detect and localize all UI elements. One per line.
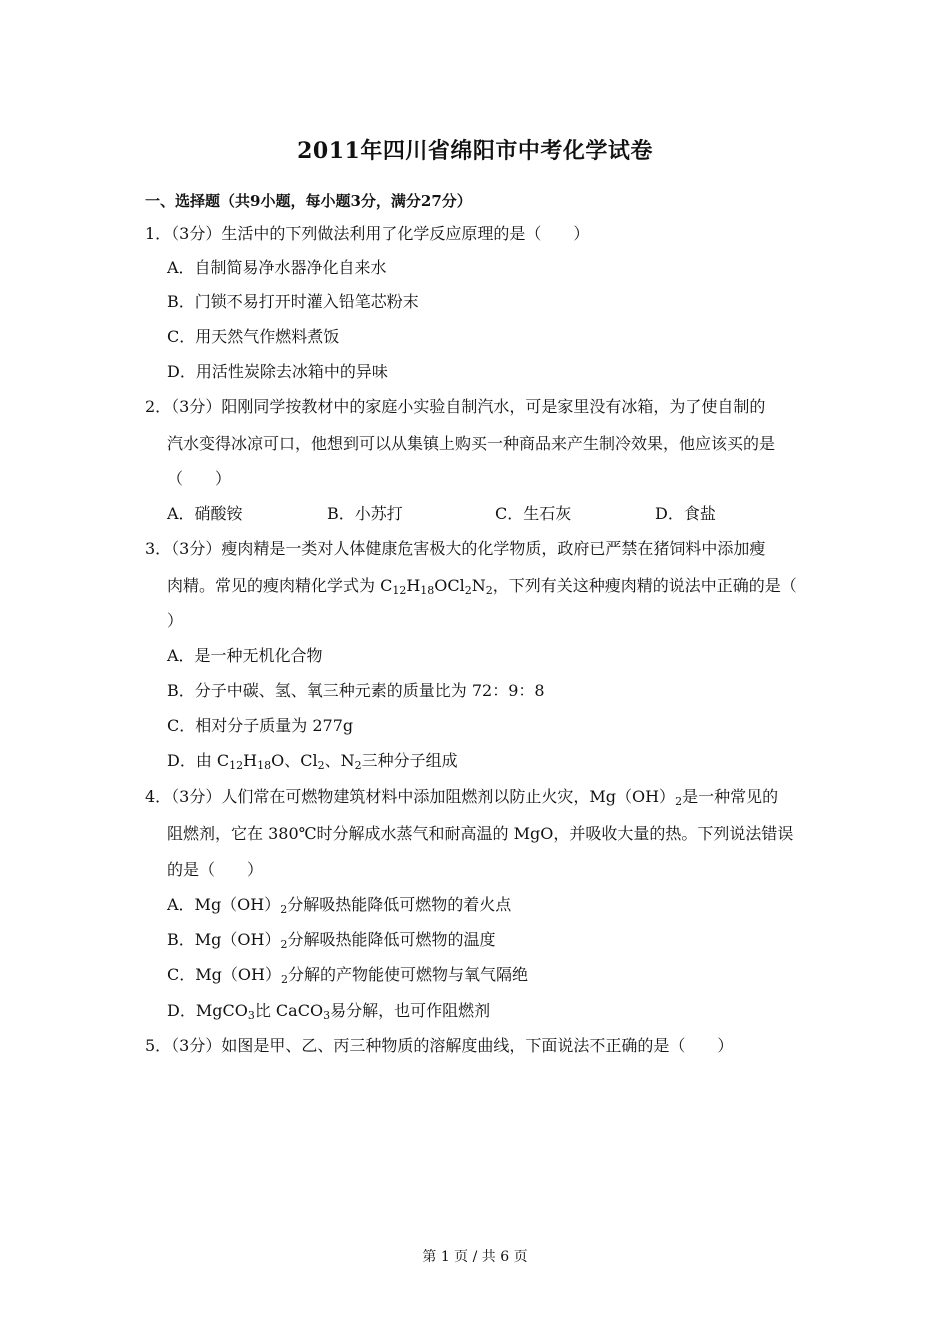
question-5-stem: 5．（3分）如图是甲、乙、丙三种物质的溶解度曲线，下面说法不正确的是（ ） <box>145 1036 734 1055</box>
question-3-stem-line3: ） <box>167 611 184 630</box>
question-2-stem-line3: （ ） <box>167 469 232 488</box>
question-4-stem-line3: 的是（ ） <box>167 860 264 879</box>
page-footer: 第 1 页 / 共 6 页 <box>422 1249 528 1265</box>
question-4-stem-line2: 阻燃剂，它在 380℃时分解成水蒸气和耐高温的 MgO，并吸收大量的热。下列说法错误 <box>167 824 794 843</box>
question-4-option-a: A．$Mg(OH)_2$分解吸热能降低可燃物的着火点 <box>167 895 512 916</box>
section-heading: 一、选择题（共9小题，每小题3分，满分27分） <box>145 192 472 210</box>
question-1-option-d: D．用活性炭除去冰箱中的异味 <box>167 362 388 381</box>
question-2-option-b: B．小苏打 <box>327 504 403 523</box>
question-3-option-d: D．由 $C_{12}H_{18}O$、$Cl_2$、$N_2$三种分子组成 <box>167 751 458 772</box>
question-3-stem-line2: 肉精。常见的瘦肉精化学式为 $C_{12}H_{18}OCl_2N_2$，下列有关这种瘦肉精的说法中正确的是（ <box>167 576 797 597</box>
question-4-stem-line1: 4．（3分）人们常在可燃物建筑材料中添加阻燃剂以防止火灾，$Mg(OH)_2$是一种常见的 <box>145 787 779 808</box>
question-3-option-b: B．分子中碳、氢、氧三种元素的质量比为 72：9：8 <box>167 681 545 700</box>
question-2-option-a: A．硝酸铵 <box>167 504 243 523</box>
question-4-option-c: C．$Mg(OH)_2$分解的产物能使可燃物与氧气隔绝 <box>167 965 528 986</box>
question-3-option-c: C．相对分子质量为 277g <box>167 716 354 735</box>
page-title: 2011年四川省绵阳市中考化学试卷 <box>297 138 653 164</box>
question-2-option-d: D．食盐 <box>655 504 716 523</box>
question-1-stem: 1．（3分）生活中的下列做法利用了化学反应原理的是（ ） <box>145 224 590 243</box>
question-1-option-b: B．门锁不易打开时灌入铅笔芯粉末 <box>167 292 419 311</box>
question-4-option-d: D．MgCO$_3$比 CaCO$_3$易分解，也可作阻燃剂 <box>167 1001 491 1022</box>
question-3-stem-line1: 3．（3分）瘦肉精是一类对人体健康危害极大的化学物质，政府已严禁在猪饲料中添加瘦 <box>145 539 766 558</box>
question-2-stem-line2: 汽水变得冰凉可口，他想到可以从集镇上购买一种商品来产生制冷效果，他应该买的是 <box>167 434 776 453</box>
question-3-option-a: A．是一种无机化合物 <box>167 646 323 665</box>
question-2-option-c: C．生石灰 <box>495 504 572 523</box>
question-4-option-b: B．$Mg(OH)_2$分解吸热能降低可燃物的温度 <box>167 930 496 951</box>
question-1-option-c: C．用天然气作燃料煮饭 <box>167 327 340 346</box>
question-2-stem-line1: 2．（3分）阳刚同学按教材中的家庭小实验自制汽水，可是家里没有冰箱，为了使自制的 <box>145 397 766 416</box>
question-1-option-a: A．自制简易净水器净化自来水 <box>167 258 387 277</box>
